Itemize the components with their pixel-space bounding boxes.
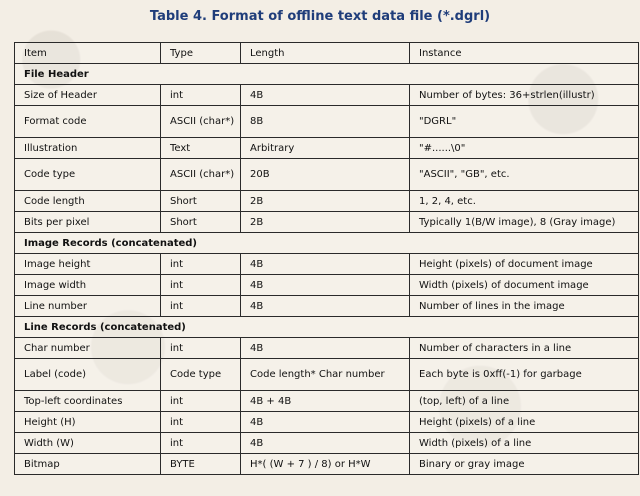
table-row [15,391,639,412]
cell-item: Label (code) [15,359,161,391]
table-row [15,106,639,138]
table-row [15,454,639,475]
section-row [15,317,639,338]
section-row [15,64,639,85]
cell-item: Bitmap [15,454,161,475]
cell-length: 8B [241,106,410,138]
section-title: Image Records (concatenated) [15,233,639,254]
cell-type: Short [161,212,241,233]
header-instance: Instance [410,43,639,64]
cell-item: Line number [15,296,161,317]
cell-length: Code length* Char number [241,359,410,391]
cell-instance: 1, 2, 4, etc. [410,191,639,212]
table-row [15,433,639,454]
cell-length: 4B [241,275,410,296]
cell-item: Image width [15,275,161,296]
cell-type-text: ASCII (char*) [170,168,235,180]
cell-length: 4B [241,433,410,454]
cell-type: int [161,391,241,412]
cell-type [161,159,241,191]
cell-type-text: ASCII (char*) [170,115,235,127]
cell-length: H*( (W + 7 ) / 8) or H*W [241,454,410,475]
header-row [15,43,639,64]
table-row [15,338,639,359]
cell-instance: Width (pixels) of document image [410,275,639,296]
table-row [15,275,639,296]
cell-length: 4B [241,85,410,106]
cell-type: int [161,85,241,106]
cell-instance: Number of lines in the image [410,296,639,317]
cell-type [161,106,241,138]
cell-item: Size of Header [15,85,161,106]
cell-type: Text [161,138,241,159]
cell-item: Image height [15,254,161,275]
cell-item: Code type [15,159,161,191]
section-title: Line Records (concatenated) [15,317,639,338]
cell-instance: Height (pixels) of document image [410,254,639,275]
table-row [15,254,639,275]
table-row [15,212,639,233]
cell-type: int [161,338,241,359]
cell-instance: Number of bytes: 36+strlen(illustr) [410,85,639,106]
cell-length: 4B [241,338,410,359]
cell-instance: Binary or gray image [410,454,639,475]
cell-item: Char number [15,338,161,359]
cell-item: Width (W) [15,433,161,454]
cell-instance: Typically 1(B/W image), 8 (Gray image) [410,212,639,233]
cell-length: Arbitrary [241,138,410,159]
cell-instance: "#......\0" [410,138,639,159]
table-row [15,85,639,106]
cell-type: Short [161,191,241,212]
cell-type: int [161,254,241,275]
cell-length: 2B [241,212,410,233]
cell-length: 4B + 4B [241,391,410,412]
cell-item: Format code [15,106,161,138]
cell-type-text: Code type [170,368,222,380]
cell-length: 2B [241,191,410,212]
cell-instance: Number of characters in a line [410,338,639,359]
cell-item: Code length [15,191,161,212]
table-row [15,296,639,317]
section-title: File Header [15,64,639,85]
cell-item: Illustration [15,138,161,159]
cell-instance: (top, left) of a line [410,391,639,412]
header-type: Type [161,43,241,64]
cell-type: BYTE [161,454,241,475]
format-table [14,42,639,475]
table-row [15,138,639,159]
table-title: Table 4. Format of offline text data file (*.dgrl) [149,9,491,24]
cell-type [161,359,241,391]
header-length: Length [241,43,410,64]
cell-item: Top-left coordinates [15,391,161,412]
cell-item: Height (H) [15,412,161,433]
table-row [15,359,639,391]
cell-length: 20B [241,159,410,191]
cell-instance: Height (pixels) of a line [410,412,639,433]
cell-type: int [161,296,241,317]
cell-type: int [161,412,241,433]
section-row [15,233,639,254]
cell-instance: Each byte is 0xff(-1) for garbage [410,359,639,391]
cell-instance: Width (pixels) of a line [410,433,639,454]
cell-item: Bits per pixel [15,212,161,233]
table-row [15,191,639,212]
cell-type: int [161,433,241,454]
cell-length: 4B [241,254,410,275]
cell-instance: "DGRL" [410,106,639,138]
cell-length: 4B [241,296,410,317]
table-row [15,159,639,191]
table-row [15,412,639,433]
cell-instance: "ASCII", "GB", etc. [410,159,639,191]
header-item: Item [15,43,161,64]
cell-length: 4B [241,412,410,433]
cell-type: int [161,275,241,296]
